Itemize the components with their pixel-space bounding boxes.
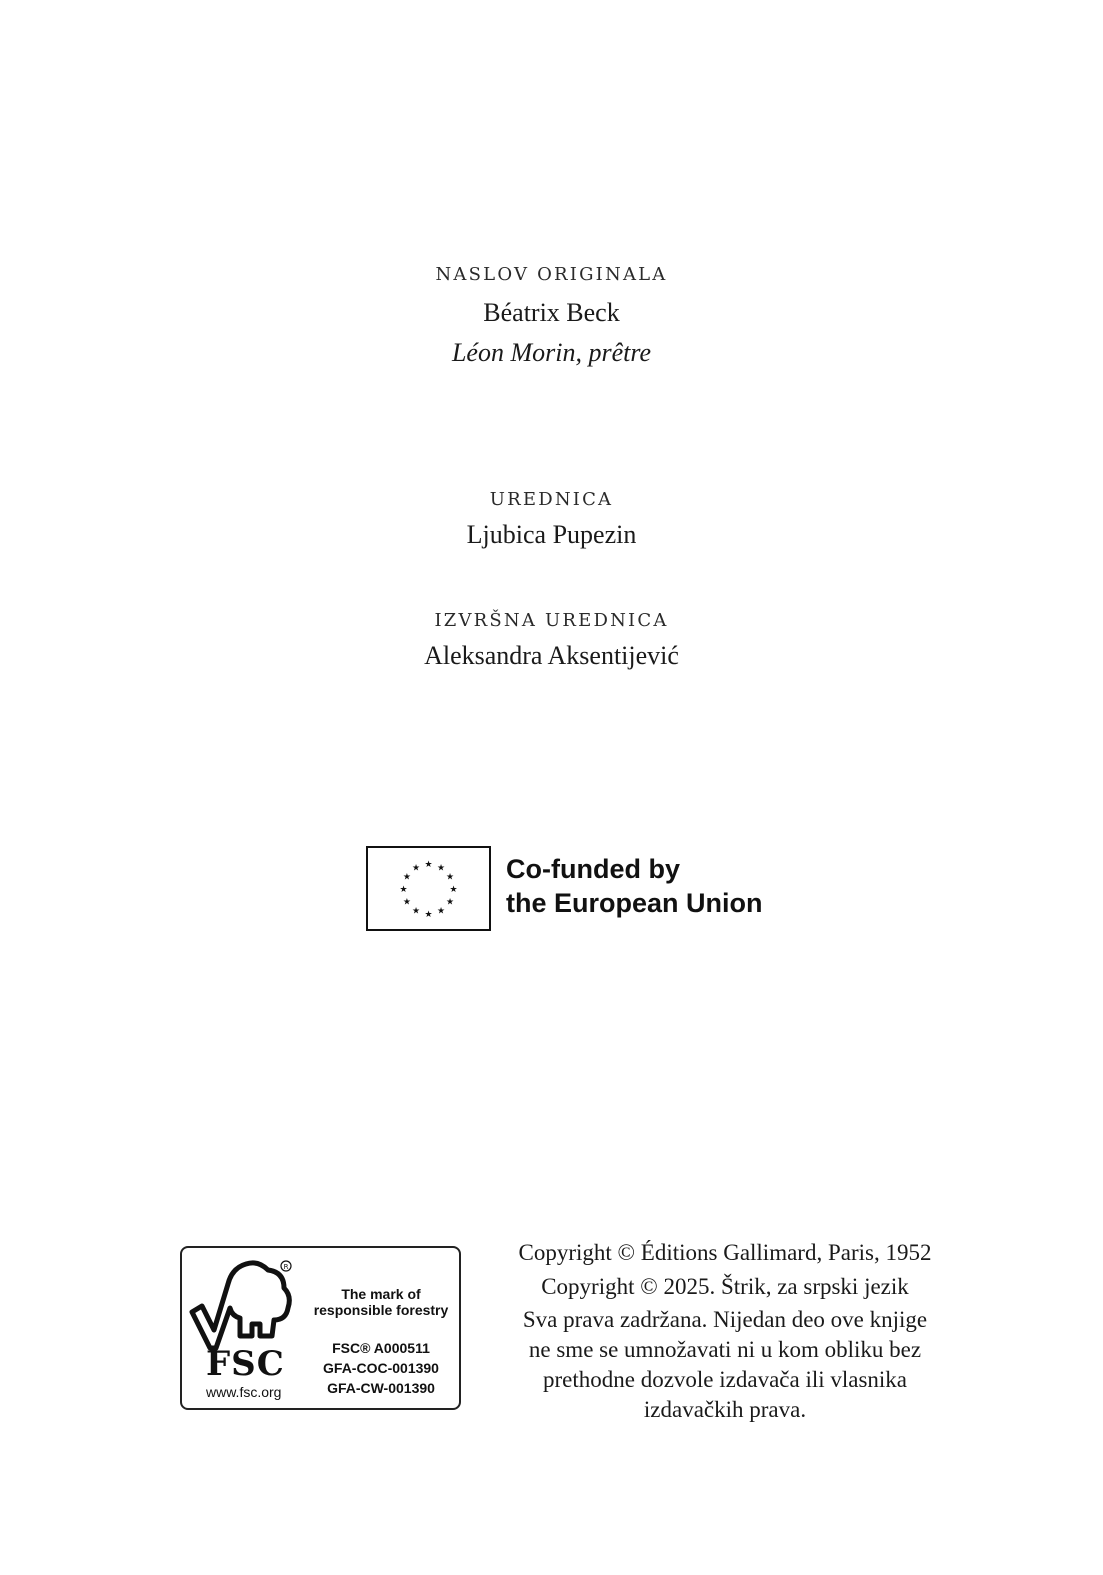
- original-author: Béatrix Beck: [483, 298, 620, 327]
- fsc-codes: [306, 1338, 456, 1398]
- fsc-label: [180, 1246, 461, 1410]
- svg-text:★: ★: [399, 885, 408, 895]
- copyright-original: Copyright © Éditions Gallimard, Paris, 1952: [518, 1240, 932, 1265]
- fsc-mark-line1: The mark of: [341, 1286, 421, 1302]
- svg-text:★: ★: [411, 863, 421, 874]
- fsc-code-license: FSC® A000511: [332, 1340, 430, 1356]
- executive-editor-label: IZVRŠNA UREDNICA: [434, 610, 669, 631]
- eu-cofunding-emblem: [366, 846, 776, 934]
- copyright-translation: Copyright © 2025. Štrik, za srpski jezik: [541, 1274, 909, 1299]
- editor-name: Ljubica Pupezin: [466, 520, 637, 549]
- copyright-block: [480, 1236, 970, 1424]
- fsc-code-cw: GFA-CW-001390: [327, 1380, 435, 1396]
- fsc-url: www.fsc.org: [206, 1384, 282, 1400]
- svg-text:★: ★: [436, 863, 446, 874]
- svg-text:★: ★: [436, 906, 446, 917]
- original-title: Léon Morin, prêtre: [451, 338, 652, 367]
- svg-text:★: ★: [402, 897, 411, 908]
- fsc-wordmark: FSC: [206, 1344, 285, 1384]
- svg-text:★: ★: [424, 860, 433, 870]
- svg-text:★: ★: [411, 906, 421, 917]
- svg-text:R: R: [283, 1263, 289, 1271]
- eu-cofunding-text: [506, 852, 763, 920]
- rights-line-4: izdavačkih prava.: [643, 1397, 807, 1422]
- rights-line-3: prethodne dozvole izdavača ili vlasnika: [542, 1367, 908, 1392]
- fsc-code-coc: GFA-COC-001390: [323, 1360, 439, 1376]
- fsc-mark-line2: responsible forestry: [313, 1302, 449, 1318]
- svg-text:★: ★: [424, 910, 433, 920]
- rights-line-2: ne sme se umnožavati ni u kom obliku bez: [528, 1337, 922, 1362]
- executive-editor-name: Aleksandra Aksentijević: [424, 641, 679, 670]
- svg-text:★: ★: [402, 872, 411, 883]
- svg-text:★: ★: [446, 872, 455, 883]
- rights-line-1: Sva prava zadržana. Nijedan deo ove knjige: [522, 1307, 928, 1332]
- original-title-label: NASLOV ORIGINALA: [435, 264, 668, 285]
- svg-text:★: ★: [446, 897, 455, 908]
- eu-text-line1: Co-funded by: [506, 854, 680, 884]
- fsc-mark-text: [306, 1286, 456, 1318]
- svg-text:★: ★: [449, 885, 458, 895]
- editor-label: UREDNICA: [489, 489, 614, 510]
- eu-text-line2: the European Union: [506, 888, 763, 918]
- eu-flag-icon: [366, 846, 491, 931]
- fsc-tree-check-icon: [188, 1254, 296, 1354]
